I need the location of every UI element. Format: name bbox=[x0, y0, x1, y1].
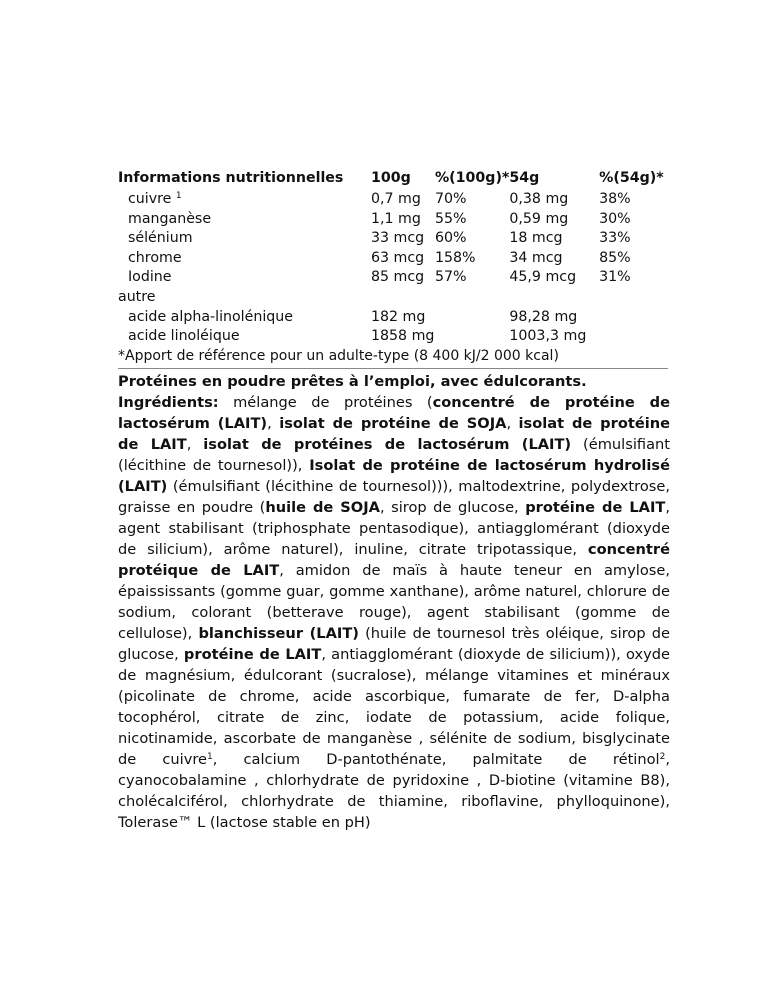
nutrient-label: sélénium bbox=[128, 230, 193, 247]
ingredient-text-segment: , bbox=[506, 414, 519, 432]
value-54g: 98,28 mg bbox=[509, 308, 578, 325]
ingredient-allergen: protéine de LAIT bbox=[525, 498, 666, 516]
ingredient-allergen: isolat de protéine de LAIT bbox=[118, 414, 671, 453]
table-header-row bbox=[118, 168, 670, 190]
header-100g: 100g bbox=[370, 170, 411, 187]
ingredients-block bbox=[118, 371, 670, 833]
value-54g: 45,9 mcg bbox=[509, 269, 577, 286]
group-label: autre bbox=[118, 288, 156, 305]
divider bbox=[118, 368, 668, 369]
ingredient-allergen: concentré protéique de LAIT bbox=[118, 540, 670, 579]
value-100g: 63 mcg bbox=[370, 249, 425, 266]
ingredient-footnote-marker: 1 bbox=[207, 751, 213, 762]
header-54g: 54g bbox=[509, 170, 540, 187]
value-54g: 1003,3 mg bbox=[509, 328, 587, 345]
ingredient-allergen: Isolat de protéine de lactosérum hydrolisé (LAIT) bbox=[118, 456, 671, 495]
percent-100g: 55% bbox=[434, 210, 467, 227]
ingredient-text-segment: (émulsifiant (lécithine de tournesol)), bbox=[118, 435, 670, 474]
percent-54g: 33% bbox=[599, 230, 631, 247]
nutrition-panel bbox=[118, 168, 670, 833]
nutrient-label: manganèse bbox=[128, 210, 212, 227]
ingredient-text-segment: (huile de tournesol très oléique, sirop de glucose, bbox=[118, 624, 670, 663]
ingredient-text-segment: (émulsifiant (lécithine de tournesol))), maltodextrine, polydextrose, graisse en poudre ( bbox=[118, 477, 670, 516]
nutrient-name bbox=[118, 190, 371, 210]
nutrient-label: Iodine bbox=[128, 269, 172, 286]
nutrient-name: acide alpha-linolénique bbox=[128, 308, 294, 325]
table-row bbox=[118, 249, 670, 269]
value-54g: 0,38 mg bbox=[509, 191, 569, 207]
ingredient-text-segment: , sirop de glucose, bbox=[379, 498, 526, 516]
ingredient-allergen: protéine de LAIT bbox=[183, 645, 322, 663]
value-54g: 0,59 mg bbox=[509, 210, 569, 227]
nutrient-name bbox=[118, 268, 371, 288]
ingredient-text-segment: , calcium D-pantothénate, palmitate de rétinol bbox=[212, 750, 660, 768]
nutrition-table bbox=[118, 168, 670, 347]
nutrient-label: chrome bbox=[128, 249, 182, 266]
value-100g: 1,1 mg bbox=[370, 210, 421, 227]
percent-100g: 57% bbox=[434, 269, 467, 286]
table-row bbox=[118, 268, 670, 288]
percent-54g: 30% bbox=[599, 210, 631, 227]
table-row bbox=[118, 210, 670, 230]
value-54g: 34 mcg bbox=[509, 249, 563, 266]
percent-54g: 38% bbox=[599, 191, 631, 207]
nutrient-name bbox=[118, 210, 371, 230]
ingredient-text-segment: , bbox=[186, 435, 204, 453]
footnote-marker: 1 bbox=[175, 191, 182, 201]
ingredient-text-segment: , bbox=[267, 414, 280, 432]
nutrient-label: cuivre bbox=[128, 191, 172, 207]
ingredient-footnote-marker: 2 bbox=[659, 751, 666, 762]
ingredient-text-segment: , agent stabilisant (triphosphate pentasodique), antiagglomérant (dioxyde de silicium), arôme naturel), inuline, citrate tripotassique, bbox=[118, 498, 670, 558]
percent-100g: 70% bbox=[434, 191, 467, 207]
percent-54g: 85% bbox=[599, 249, 631, 266]
ingredient-text-segment: , antiagglomérant (dioxyde de silicium)), oxyde de magnésium, édulcorant (sucralose), mélange vitamines et minéraux (picolinate de chrome, acide ascorbique, fumarate de fer, D-alpha tocophérol, citrate de zinc, iodate de potassium, acide folique, nicotinamide, ascorbate de manganèse , sélénite de sodium, bisglycinate de cuivre bbox=[118, 645, 670, 768]
product-description: Protéines en poudre prêtes à l’emploi, avec édulcorants. bbox=[118, 372, 587, 390]
ingredient-allergen: isolat de protéine de SOJA bbox=[279, 414, 507, 432]
table-row bbox=[118, 229, 670, 249]
table-row bbox=[118, 327, 670, 347]
header-label: Informations nutritionnelles bbox=[118, 170, 344, 187]
value-100g: 33 mcg bbox=[370, 230, 425, 247]
reference-footnote: *Apport de référence pour un adulte-type (8 400 kJ/2 000 kcal) bbox=[118, 347, 559, 364]
ingredient-allergen: blanchisseur (LAIT) bbox=[198, 624, 359, 642]
ingredient-allergen: huile de SOJA bbox=[265, 498, 380, 516]
ingredient-text-segment: , cyanocobalamine , chlorhydrate de pyridoxine , D-biotine (vitamine B8), cholécalciférol, chlorhydrate de thiamine, riboflavine, phylloquinone), Tolerase™ L (lactose stable en pH) bbox=[118, 750, 670, 831]
percent-54g: 31% bbox=[599, 269, 631, 286]
value-100g: 0,7 mg bbox=[370, 191, 421, 207]
percent-100g: 158% bbox=[434, 249, 476, 266]
value-100g: 182 mg bbox=[370, 308, 426, 325]
ingredients-text bbox=[118, 392, 670, 833]
ingredient-text-segment: , amidon de maïs à haute teneur en amylose, épaississants (gomme guar, gomme xanthane), arôme naturel, chlorure de sodium, colorant (betterave rouge), agent stabilisant (gomme de cellulose), bbox=[118, 561, 670, 642]
percent-100g: 60% bbox=[434, 230, 467, 247]
group-label-row bbox=[118, 288, 670, 308]
ingredient-text-segment: mélange de protéines ( bbox=[218, 393, 433, 411]
ingredients-label: Ingrédients: bbox=[118, 393, 219, 411]
value-100g: 1858 mg bbox=[370, 328, 435, 345]
nutrient-name: acide linoléique bbox=[128, 328, 240, 345]
value-100g: 85 mcg bbox=[370, 269, 425, 286]
value-54g: 18 mcg bbox=[509, 230, 563, 247]
nutrient-name bbox=[118, 229, 371, 249]
ingredient-allergen: concentré de protéine de lactosérum (LAIT) bbox=[118, 393, 670, 432]
table-row bbox=[118, 308, 670, 328]
table-row bbox=[118, 190, 670, 210]
nutrient-name bbox=[118, 249, 371, 269]
ingredient-allergen: isolat de protéines de lactosérum (LAIT) bbox=[203, 435, 572, 453]
header-pct-100g: %(100g)* bbox=[434, 170, 510, 187]
header-pct-54g: %(54g)* bbox=[599, 170, 664, 187]
